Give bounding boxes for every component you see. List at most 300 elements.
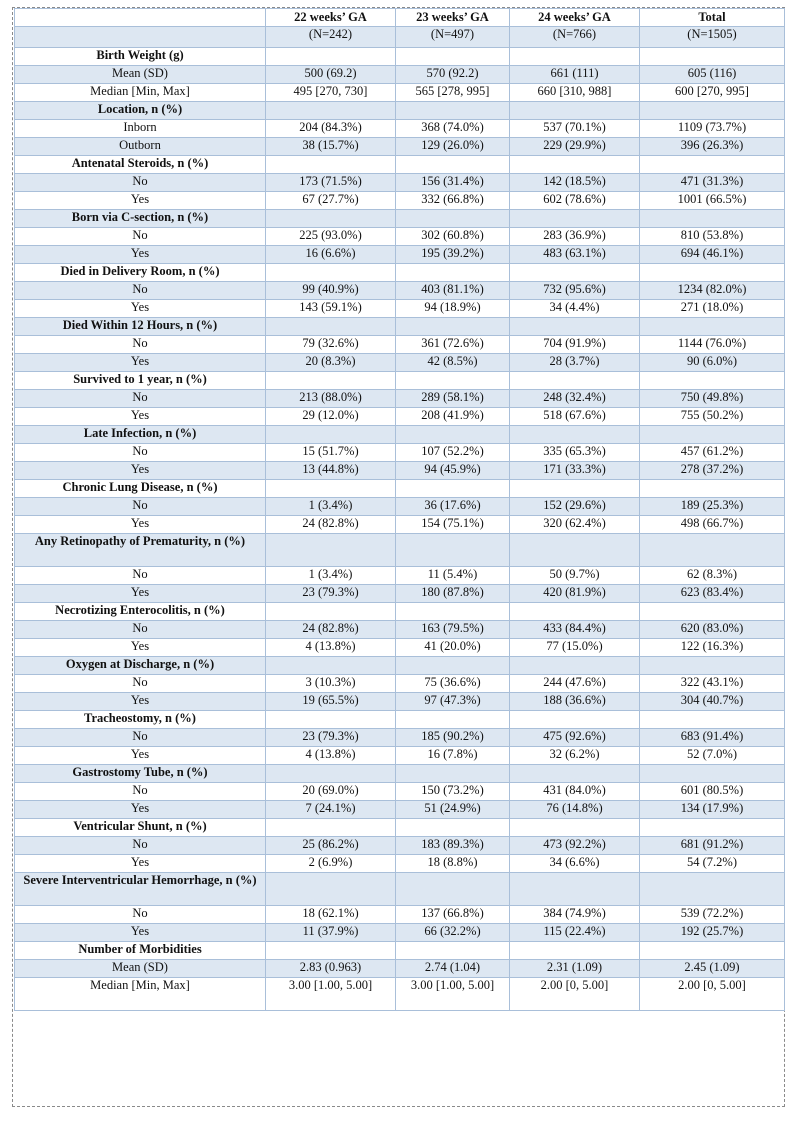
table-cell: 99 (40.9%) (266, 282, 396, 300)
section-row (15, 426, 785, 444)
row-label: Median [Min, Max] (15, 84, 266, 102)
table-cell (266, 765, 396, 783)
section-row (15, 711, 785, 729)
header-cell: 24 weeks’ GA (510, 9, 640, 27)
table-cell: 173 (71.5%) (266, 174, 396, 192)
table-row (15, 84, 785, 102)
table-cell: 403 (81.1%) (396, 282, 510, 300)
table-cell: 34 (4.4%) (510, 300, 640, 318)
table-cell (266, 819, 396, 837)
table-cell (640, 426, 785, 444)
table-row (15, 174, 785, 192)
table-cell (266, 657, 396, 675)
table-row (15, 246, 785, 264)
table-cell: 24 (82.8%) (266, 621, 396, 639)
table-cell: 475 (92.6%) (510, 729, 640, 747)
row-label: No (15, 783, 266, 801)
table-cell (510, 765, 640, 783)
table-cell: 271 (18.0%) (640, 300, 785, 318)
table-cell (266, 318, 396, 336)
table-cell: 137 (66.8%) (396, 906, 510, 924)
table-cell: 302 (60.8%) (396, 228, 510, 246)
table-cell: 283 (36.9%) (510, 228, 640, 246)
row-label: Yes (15, 747, 266, 765)
section-row (15, 156, 785, 174)
table-cell: 2 (6.9%) (266, 855, 396, 873)
row-label: Yes (15, 693, 266, 711)
section-row (15, 603, 785, 621)
table-cell: 77 (15.0%) (510, 639, 640, 657)
table-cell: 225 (93.0%) (266, 228, 396, 246)
section-label: Tracheostomy, n (%) (15, 711, 266, 729)
section-label: Gastrostomy Tube, n (%) (15, 765, 266, 783)
row-label: Yes (15, 585, 266, 603)
table-cell: 570 (92.2) (396, 66, 510, 84)
section-row (15, 372, 785, 390)
row-label: No (15, 336, 266, 354)
row-label: No (15, 174, 266, 192)
table-cell (510, 102, 640, 120)
table-cell: 156 (31.4%) (396, 174, 510, 192)
count-row (15, 27, 785, 48)
table-cell: 244 (47.6%) (510, 675, 640, 693)
table-cell (510, 603, 640, 621)
table-cell: 185 (90.2%) (396, 729, 510, 747)
row-label: No (15, 621, 266, 639)
table-cell: 498 (66.7%) (640, 516, 785, 534)
row-label: No (15, 444, 266, 462)
row-label: Yes (15, 246, 266, 264)
count-cell: (N=766) (510, 27, 640, 48)
table-row (15, 282, 785, 300)
row-label: Yes (15, 639, 266, 657)
table-row (15, 462, 785, 480)
table-cell: 4 (13.8%) (266, 747, 396, 765)
table-cell (510, 480, 640, 498)
table-cell: 660 [310, 988] (510, 84, 640, 102)
results-table (14, 8, 785, 1011)
table-cell (266, 372, 396, 390)
section-label: Born via C-section, n (%) (15, 210, 266, 228)
table-cell: 1 (3.4%) (266, 567, 396, 585)
table-row (15, 567, 785, 585)
table-cell: 152 (29.6%) (510, 498, 640, 516)
table-cell (266, 711, 396, 729)
table-body (15, 48, 785, 1011)
table-cell: 3.00 [1.00, 5.00] (396, 978, 510, 1011)
row-label: Yes (15, 408, 266, 426)
table-cell: 23 (79.3%) (266, 585, 396, 603)
table-cell (510, 318, 640, 336)
table-cell: 143 (59.1%) (266, 300, 396, 318)
section-row (15, 210, 785, 228)
table-cell (640, 156, 785, 174)
table-cell: 24 (82.8%) (266, 516, 396, 534)
table-cell: 115 (22.4%) (510, 924, 640, 942)
table-cell: 1234 (82.0%) (640, 282, 785, 300)
table-cell (266, 210, 396, 228)
table-cell: 2.31 (1.09) (510, 960, 640, 978)
table-cell: 4 (13.8%) (266, 639, 396, 657)
row-label: Inborn (15, 120, 266, 138)
table-cell: 750 (49.8%) (640, 390, 785, 408)
table-cell (396, 318, 510, 336)
table-cell (266, 873, 396, 906)
table-cell (396, 603, 510, 621)
section-label: Birth Weight (g) (15, 48, 266, 66)
table-cell: 41 (20.0%) (396, 639, 510, 657)
header-row (15, 9, 785, 27)
table-cell: 483 (63.1%) (510, 246, 640, 264)
table-cell: 229 (29.9%) (510, 138, 640, 156)
table-cell (266, 156, 396, 174)
table-cell: 683 (91.4%) (640, 729, 785, 747)
table-cell: 67 (27.7%) (266, 192, 396, 210)
section-row (15, 534, 785, 567)
table-cell: 755 (50.2%) (640, 408, 785, 426)
row-label: No (15, 228, 266, 246)
table-cell: 183 (89.3%) (396, 837, 510, 855)
table-cell: 11 (37.9%) (266, 924, 396, 942)
table-cell: 180 (87.8%) (396, 585, 510, 603)
table-cell: 605 (116) (640, 66, 785, 84)
table-cell (396, 711, 510, 729)
table-row (15, 906, 785, 924)
table-cell: 661 (111) (510, 66, 640, 84)
table-cell (510, 48, 640, 66)
table-row (15, 66, 785, 84)
table-cell (396, 372, 510, 390)
table-cell (396, 480, 510, 498)
table-cell: 76 (14.8%) (510, 801, 640, 819)
table-row (15, 801, 785, 819)
table-cell: 1001 (66.5%) (640, 192, 785, 210)
section-label: Number of Morbidities (15, 942, 266, 960)
table-cell: 335 (65.3%) (510, 444, 640, 462)
table-row (15, 783, 785, 801)
table-cell: 129 (26.0%) (396, 138, 510, 156)
table-cell (396, 819, 510, 837)
table-cell (266, 102, 396, 120)
table-cell: 20 (8.3%) (266, 354, 396, 372)
table-cell: 13 (44.8%) (266, 462, 396, 480)
table-cell: 213 (88.0%) (266, 390, 396, 408)
header-cell: 23 weeks’ GA (396, 9, 510, 27)
table-cell: 16 (7.8%) (396, 747, 510, 765)
table-cell: 457 (61.2%) (640, 444, 785, 462)
table-cell (396, 534, 510, 567)
table-cell: 2.00 [0, 5.00] (640, 978, 785, 1011)
table-cell (510, 819, 640, 837)
table-cell: 150 (73.2%) (396, 783, 510, 801)
table-cell: 431 (84.0%) (510, 783, 640, 801)
table-cell: 18 (8.8%) (396, 855, 510, 873)
table-cell: 601 (80.5%) (640, 783, 785, 801)
section-row (15, 480, 785, 498)
table-row (15, 354, 785, 372)
table-cell: 42 (8.5%) (396, 354, 510, 372)
table-cell (396, 426, 510, 444)
table-row (15, 390, 785, 408)
table-cell: 694 (46.1%) (640, 246, 785, 264)
table-cell: 361 (72.6%) (396, 336, 510, 354)
row-label: Yes (15, 855, 266, 873)
table-cell (396, 156, 510, 174)
section-label: Survived to 1 year, n (%) (15, 372, 266, 390)
table-cell: 810 (53.8%) (640, 228, 785, 246)
row-label: Mean (SD) (15, 66, 266, 84)
table-cell: 11 (5.4%) (396, 567, 510, 585)
section-label: Oxygen at Discharge, n (%) (15, 657, 266, 675)
table-cell: 2.83 (0.963) (266, 960, 396, 978)
table-row (15, 192, 785, 210)
row-label: Yes (15, 354, 266, 372)
table-cell (640, 603, 785, 621)
table-row (15, 729, 785, 747)
row-label: Yes (15, 516, 266, 534)
table-cell: 94 (45.9%) (396, 462, 510, 480)
section-label: Location, n (%) (15, 102, 266, 120)
section-label: Antenatal Steroids, n (%) (15, 156, 266, 174)
table-cell (510, 426, 640, 444)
table-cell: 62 (8.3%) (640, 567, 785, 585)
table-cell: 18 (62.1%) (266, 906, 396, 924)
table-cell: 704 (91.9%) (510, 336, 640, 354)
table-cell: 1109 (73.7%) (640, 120, 785, 138)
table-cell: 289 (58.1%) (396, 390, 510, 408)
table-row (15, 336, 785, 354)
table-cell: 192 (25.7%) (640, 924, 785, 942)
row-label: No (15, 390, 266, 408)
header-cell: Total (640, 9, 785, 27)
table-row (15, 978, 785, 1011)
table-cell: 19 (65.5%) (266, 693, 396, 711)
table-cell: 471 (31.3%) (640, 174, 785, 192)
table-cell (640, 711, 785, 729)
section-row (15, 318, 785, 336)
section-row (15, 48, 785, 66)
table-row (15, 675, 785, 693)
table-cell (396, 942, 510, 960)
table-cell: 122 (16.3%) (640, 639, 785, 657)
table-row (15, 300, 785, 318)
section-row (15, 657, 785, 675)
row-label: Outborn (15, 138, 266, 156)
table-cell: 420 (81.9%) (510, 585, 640, 603)
row-label: Yes (15, 462, 266, 480)
section-label: Chronic Lung Disease, n (%) (15, 480, 266, 498)
table-row (15, 639, 785, 657)
section-row (15, 102, 785, 120)
table-cell: 51 (24.9%) (396, 801, 510, 819)
table-cell: 620 (83.0%) (640, 621, 785, 639)
table-cell: 384 (74.9%) (510, 906, 640, 924)
table-cell: 2.00 [0, 5.00] (510, 978, 640, 1011)
table-cell: 248 (32.4%) (510, 390, 640, 408)
table-cell (510, 942, 640, 960)
table-cell (396, 210, 510, 228)
table-cell: 75 (36.6%) (396, 675, 510, 693)
count-cell (15, 27, 266, 48)
table-cell: 66 (32.2%) (396, 924, 510, 942)
table-cell (640, 942, 785, 960)
table-cell: 537 (70.1%) (510, 120, 640, 138)
table-cell (640, 372, 785, 390)
row-label: No (15, 498, 266, 516)
table-cell: 15 (51.7%) (266, 444, 396, 462)
table-cell: 1144 (76.0%) (640, 336, 785, 354)
table-cell: 565 [278, 995] (396, 84, 510, 102)
table-cell: 322 (43.1%) (640, 675, 785, 693)
table-cell (396, 657, 510, 675)
section-row (15, 264, 785, 282)
table-row (15, 747, 785, 765)
table-row (15, 924, 785, 942)
row-label: Median [Min, Max] (15, 978, 266, 1011)
table-cell: 278 (37.2%) (640, 462, 785, 480)
table-row (15, 120, 785, 138)
table-cell (510, 372, 640, 390)
table-cell (266, 603, 396, 621)
table-cell: 28 (3.7%) (510, 354, 640, 372)
table-cell (510, 657, 640, 675)
table-cell (396, 873, 510, 906)
table-cell: 681 (91.2%) (640, 837, 785, 855)
table-cell: 188 (36.6%) (510, 693, 640, 711)
row-label: No (15, 837, 266, 855)
table-cell: 368 (74.0%) (396, 120, 510, 138)
table-cell: 7 (24.1%) (266, 801, 396, 819)
table-cell (640, 765, 785, 783)
table-row (15, 837, 785, 855)
table-cell: 94 (18.9%) (396, 300, 510, 318)
table-cell (510, 873, 640, 906)
table-cell: 208 (41.9%) (396, 408, 510, 426)
table-cell: 134 (17.9%) (640, 801, 785, 819)
table-cell: 142 (18.5%) (510, 174, 640, 192)
table-cell: 163 (79.5%) (396, 621, 510, 639)
table-cell (640, 657, 785, 675)
section-label: Late Infection, n (%) (15, 426, 266, 444)
table-cell: 732 (95.6%) (510, 282, 640, 300)
table-cell: 473 (92.2%) (510, 837, 640, 855)
table-row (15, 693, 785, 711)
section-row (15, 942, 785, 960)
table-cell: 2.74 (1.04) (396, 960, 510, 978)
section-row (15, 819, 785, 837)
table-cell: 3.00 [1.00, 5.00] (266, 978, 396, 1011)
table-cell: 79 (32.6%) (266, 336, 396, 354)
table-row (15, 516, 785, 534)
table-cell (510, 264, 640, 282)
table-cell: 32 (6.2%) (510, 747, 640, 765)
table-cell (510, 534, 640, 567)
section-label: Died Within 12 Hours, n (%) (15, 318, 266, 336)
header-cell (15, 9, 266, 27)
section-label: Any Retinopathy of Prematurity, n (%) (15, 534, 266, 567)
table-cell: 38 (15.7%) (266, 138, 396, 156)
table-cell (640, 264, 785, 282)
count-cell: (N=242) (266, 27, 396, 48)
table-cell (396, 102, 510, 120)
table-cell: 90 (6.0%) (640, 354, 785, 372)
table-cell (640, 318, 785, 336)
table-cell: 433 (84.4%) (510, 621, 640, 639)
table-cell: 107 (52.2%) (396, 444, 510, 462)
table-cell (266, 264, 396, 282)
table-cell (396, 264, 510, 282)
table-row (15, 585, 785, 603)
table-cell: 29 (12.0%) (266, 408, 396, 426)
table-cell: 54 (7.2%) (640, 855, 785, 873)
table-cell (396, 48, 510, 66)
table-cell (510, 210, 640, 228)
row-label: Yes (15, 300, 266, 318)
table-row (15, 498, 785, 516)
row-label: No (15, 282, 266, 300)
table-cell: 189 (25.3%) (640, 498, 785, 516)
table-cell: 16 (6.6%) (266, 246, 396, 264)
section-row (15, 765, 785, 783)
table-cell: 396 (26.3%) (640, 138, 785, 156)
row-label: Mean (SD) (15, 960, 266, 978)
table-cell: 23 (79.3%) (266, 729, 396, 747)
table-cell: 495 [270, 730] (266, 84, 396, 102)
table-row (15, 621, 785, 639)
table-cell: 154 (75.1%) (396, 516, 510, 534)
count-cell: (N=497) (396, 27, 510, 48)
table-cell (510, 156, 640, 174)
table-row (15, 138, 785, 156)
count-cell: (N=1505) (640, 27, 785, 48)
row-label: No (15, 906, 266, 924)
table-cell: 25 (86.2%) (266, 837, 396, 855)
table-cell: 36 (17.6%) (396, 498, 510, 516)
table-cell: 500 (69.2) (266, 66, 396, 84)
table-row (15, 228, 785, 246)
row-label: No (15, 567, 266, 585)
table-cell (510, 711, 640, 729)
row-label: Yes (15, 924, 266, 942)
table-cell: 97 (47.3%) (396, 693, 510, 711)
table-cell: 623 (83.4%) (640, 585, 785, 603)
table-cell: 171 (33.3%) (510, 462, 640, 480)
table-cell (266, 942, 396, 960)
section-row (15, 873, 785, 906)
table-cell: 34 (6.6%) (510, 855, 640, 873)
table-cell: 20 (69.0%) (266, 783, 396, 801)
table-cell (266, 426, 396, 444)
table-cell (640, 534, 785, 567)
section-label: Ventricular Shunt, n (%) (15, 819, 266, 837)
section-label: Severe Interventricular Hemorrhage, n (%) (15, 873, 266, 906)
row-label: Yes (15, 192, 266, 210)
table-cell: 600 [270, 995] (640, 84, 785, 102)
table-cell (640, 210, 785, 228)
table-cell: 204 (84.3%) (266, 120, 396, 138)
table-cell: 1 (3.4%) (266, 498, 396, 516)
table-cell (640, 480, 785, 498)
table-cell: 320 (62.4%) (510, 516, 640, 534)
table-row (15, 855, 785, 873)
table-cell (640, 819, 785, 837)
table-row (15, 444, 785, 462)
table-cell: 332 (66.8%) (396, 192, 510, 210)
table-cell (640, 48, 785, 66)
table-cell (640, 102, 785, 120)
table-cell (640, 873, 785, 906)
row-label: Yes (15, 801, 266, 819)
